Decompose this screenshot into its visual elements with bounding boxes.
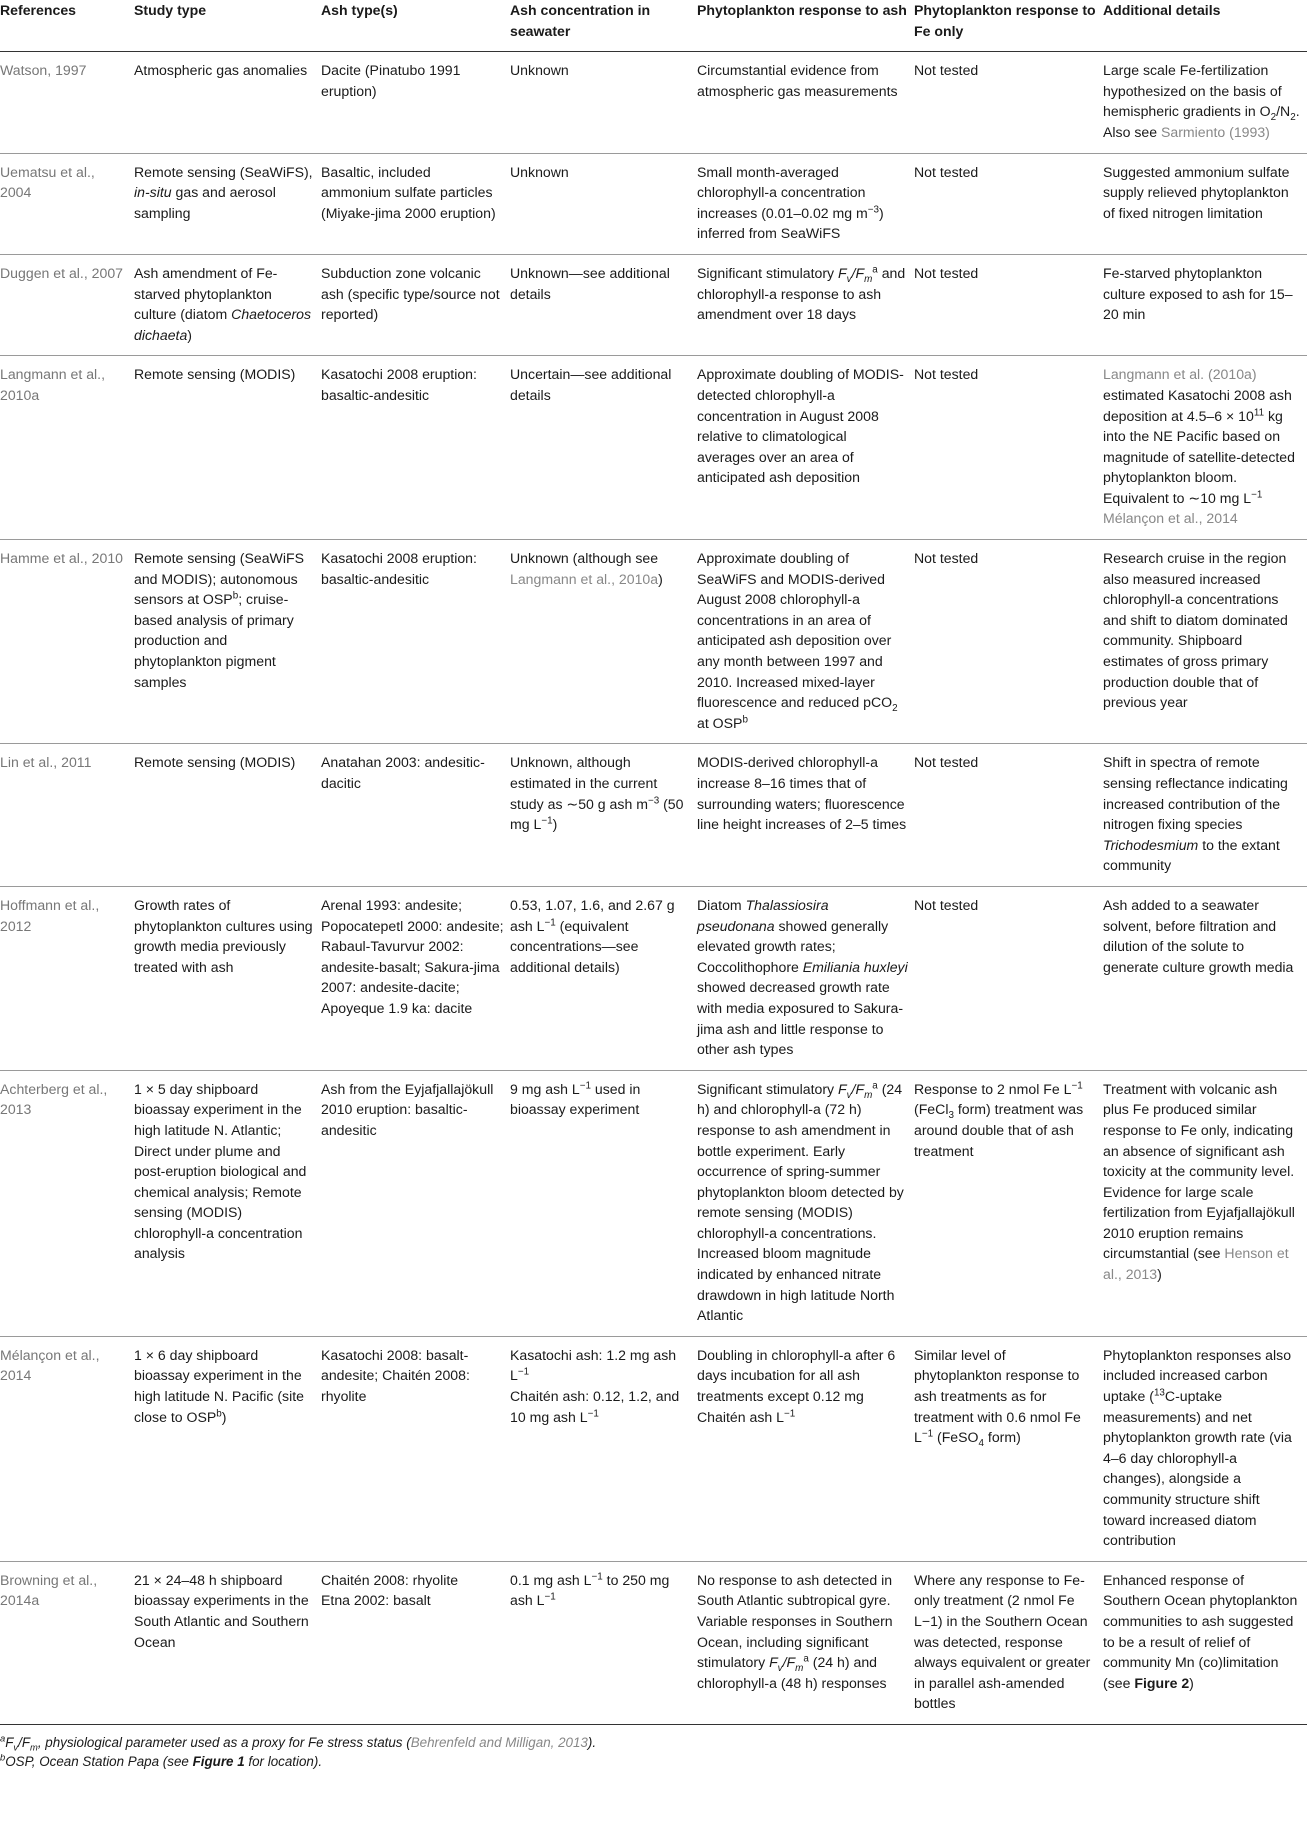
cell-details xyxy=(1103,52,1307,153)
cell-response-ash: Approximate doubling of MODIS-detected chlorophyll-a concentration in August 2008 relative to climatological averages over an area of anticipated ash deposition xyxy=(697,356,914,540)
footnote-marker: b xyxy=(232,590,239,602)
cell-details xyxy=(1103,744,1307,887)
text: /N xyxy=(1276,103,1291,120)
cell-details xyxy=(1103,356,1307,540)
cell-ash-concentration: Unknown—see additional details xyxy=(510,254,697,355)
cell-response-fe: Not tested xyxy=(914,356,1103,540)
text: F xyxy=(786,1654,796,1671)
cell-ash-concentration xyxy=(510,886,697,1070)
header-row xyxy=(0,0,1307,52)
table-row xyxy=(0,1561,1307,1724)
italic-text: Thalassiosira pseudonana xyxy=(697,896,829,934)
footnote-marker: b xyxy=(216,1407,222,1419)
text: Significant stimulatory xyxy=(697,264,838,281)
text: ). xyxy=(587,1734,597,1750)
text: (FeSO xyxy=(933,1429,979,1446)
header-ash-types: Ash type(s) xyxy=(321,0,510,52)
cell-details xyxy=(1103,1070,1307,1336)
cell-reference[interactable]: Lin et al., 2011 xyxy=(0,744,134,887)
cell-details xyxy=(1103,1561,1307,1724)
citation-link[interactable]: Sarmiento (1993) xyxy=(1160,123,1270,140)
text: Small month-averaged chlorophyll-a concentration increases (0.01–0.02 mg m xyxy=(697,163,868,221)
text: ) inferred from SeaWiFS xyxy=(697,204,884,242)
footnote-a xyxy=(0,1733,1307,1752)
text: ) xyxy=(552,816,558,833)
cell-response-fe: Where any response to Fe-only treatment (2 nmol Fe L−1) in the Southern Ocean was detected, response always equivalent or greater in parallel ash-amended bottles xyxy=(914,1561,1103,1724)
cell-reference[interactable]: Mélançon et al., 2014 xyxy=(0,1336,134,1561)
text: kg into the NE Pacific based on magnitude of satellite-detected phytoplankton bloom. Equivalent to ∼10 mg L xyxy=(1103,407,1295,506)
citation-link[interactable]: Henson et al., 2013 xyxy=(1103,1245,1289,1283)
cell-ash-concentration: Uncertain—see additional details xyxy=(510,356,697,540)
text: Doubling in chlorophyll-a after 6 days incubation for all ash treatments except 0.12 mg Chaitén ash L xyxy=(697,1346,896,1425)
table-row xyxy=(0,744,1307,887)
text: Large scale Fe-fertilization hypothesized on the basis of hemispheric gradients in O xyxy=(1103,62,1282,120)
cell-study-type: 21 × 24–48 h shipboard bioassay experiments in the South Atlantic and Southern Ocean xyxy=(134,1561,321,1724)
subscript: m xyxy=(795,1662,804,1674)
cell-ash-type: Kasatochi 2008 eruption: basaltic-andesitic xyxy=(321,356,510,540)
table-row xyxy=(0,356,1307,540)
cell-response-ash xyxy=(697,1561,914,1724)
text: Phytoplankton responses also included increased carbon uptake ( xyxy=(1103,1346,1292,1405)
citation-link[interactable]: Langmann et al. (2010a) xyxy=(1103,366,1257,383)
superscript: −1 xyxy=(921,1428,934,1440)
text: Remote sensing (SeaWiFS and MODIS); autonomous sensors at OSP xyxy=(134,550,304,608)
header-ash-concentration: Ash concentration in seawater xyxy=(510,0,697,52)
text: and chlorophyll-a response to ash amendment over 18 days xyxy=(697,264,906,323)
text: ) xyxy=(1189,1674,1194,1691)
cell-reference[interactable]: Duggen et al., 2007 xyxy=(0,254,134,355)
cell-study-type xyxy=(134,1336,321,1561)
text: / xyxy=(851,264,856,281)
text: ) xyxy=(221,1408,227,1425)
fvfm-symbol xyxy=(838,264,873,285)
italic-text: in-situ xyxy=(134,184,172,201)
text: (equivalent concentrations—see additional details) xyxy=(510,917,639,975)
text: (24 h) and chlorophyll-a (72 h) response to ash amendment in bottle experiment. Early occurrence of spring-summer phytoplankton bloom detected by remote sensing (MODIS) chlorophyll-a concentrations. Increased bloom magnitude indicated by enhanced nitrate drawdown in high latitude North Atlantic xyxy=(697,1080,904,1324)
table-row xyxy=(0,886,1307,1070)
superscript: 13 xyxy=(1153,1387,1165,1399)
cell-ash-concentration xyxy=(510,1561,697,1724)
text: ) xyxy=(187,326,192,343)
footnote-marker: a xyxy=(0,1733,6,1744)
cell-reference[interactable]: Hamme et al., 2010 xyxy=(0,540,134,744)
footnote-marker: a xyxy=(803,1653,809,1665)
cell-study-type: Remote sensing (MODIS) xyxy=(134,744,321,887)
superscript: −1 xyxy=(541,815,553,827)
cell-response-ash: MODIS-derived chlorophyll-a increase 8–16 times that of surrounding waters; fluorescence line height increases of 2–5 times xyxy=(697,744,914,887)
cell-response-fe: Not tested xyxy=(914,744,1103,887)
cell-details: Fe-starved phytoplankton culture exposed to ash for 15–20 min xyxy=(1103,254,1307,355)
table-body xyxy=(0,52,1307,1725)
text: Shift in spectra of remote sensing reflectance indicating increased contribution of the nitrogen fixing species xyxy=(1103,754,1288,833)
cell-response-ash xyxy=(697,886,914,1070)
superscript: −1 xyxy=(544,1591,556,1603)
text: F xyxy=(855,1080,865,1097)
header-study-type: Study type xyxy=(134,0,321,52)
text: F xyxy=(838,264,847,281)
text: Chaitén 2008: rhyolite xyxy=(321,1571,459,1588)
text: form) treatment was around double that of ash treatment xyxy=(914,1101,1084,1159)
cell-study-type: 1 × 5 day shipboard bioassay experiment in the high latitude N. Atlantic; Direct under plume and post-eruption biological and chemical analysis; Remote sensing (MODIS) chlorophyll-a concentration analysis xyxy=(134,1070,321,1336)
superscript: −3 xyxy=(647,794,660,806)
cell-ash-concentration xyxy=(510,540,697,744)
text: used in bioassay experiment xyxy=(510,1080,641,1118)
cell-details: Research cruise in the region also measured increased chlorophyll-a concentrations and shift to diatom dominated community. Shipboard estimates of gross primary production double that of previous year xyxy=(1103,540,1307,744)
cell-reference[interactable]: Uematsu et al., 2004 xyxy=(0,153,134,254)
fvfm-symbol xyxy=(838,1080,873,1101)
subscript: v xyxy=(846,1089,852,1101)
text: Remote sensing (SeaWiFS), xyxy=(134,163,313,180)
cell-response-fe: Not tested xyxy=(914,540,1103,744)
table-row xyxy=(0,254,1307,355)
cell-details: Ash added to a seawater solvent, before filtration and dilution of the solute to generate culture growth media xyxy=(1103,886,1307,1070)
cell-response-ash xyxy=(697,1336,914,1561)
cell-ash-type: Basaltic, included ammonium sulfate particles (Miyake-jima 2000 eruption) xyxy=(321,153,510,254)
subscript: v xyxy=(777,1662,783,1674)
text: / xyxy=(851,1080,856,1097)
text: Etna 2002: basalt xyxy=(321,1592,431,1609)
cell-ash-type xyxy=(321,1561,510,1724)
text: Diatom xyxy=(697,896,746,913)
fvfm-symbol xyxy=(769,1654,804,1674)
cell-details xyxy=(1103,1336,1307,1561)
text: ; cruise-based analysis of primary production and phytoplankton pigment samples xyxy=(134,591,294,690)
superscript: −1 xyxy=(517,1366,530,1378)
text: to 250 mg ash L xyxy=(510,1571,670,1609)
cell-response-fe: Not tested xyxy=(914,52,1103,153)
subscript: 4 xyxy=(978,1438,984,1450)
table-row xyxy=(0,540,1307,744)
superscript: −1 xyxy=(579,1080,591,1092)
subscript: m xyxy=(30,1742,38,1753)
table-header xyxy=(0,0,1307,52)
subscript: m xyxy=(864,273,873,285)
text: to the extant community xyxy=(1103,836,1280,874)
subscript: m xyxy=(864,1089,873,1101)
cell-ash-type: Subduction zone volcanic ash (specific type/source not reported) xyxy=(321,254,510,355)
cell-response-ash xyxy=(697,254,914,355)
text: Response to 2 nmol Fe L xyxy=(914,1080,1072,1097)
footnote-marker: b xyxy=(0,1752,6,1763)
text: F xyxy=(838,1080,847,1097)
superscript: −1 xyxy=(587,1407,599,1419)
citation-link[interactable]: Mélançon et al., 2014 xyxy=(1103,510,1238,527)
superscript: 11 xyxy=(1253,406,1265,418)
text: Ash amendment of Fe-starved phytoplankton culture (diatom xyxy=(134,264,278,323)
text: showed generally elevated growth rates; Coccolithophore xyxy=(697,917,889,975)
text: Treatment with volcanic ash plus Fe produced similar response to Fe only, indicating an absence of significant ash toxicity at the community level. Evidence for large scale fertilization from Eyjafjallajökull 2010 eruption remains circumstantial (see xyxy=(1103,1080,1295,1262)
text: 1 × 6 day shipboard bioassay experiment in the high latitude N. Pacific (site close to OSP xyxy=(134,1346,304,1425)
cell-ash-concentration: Unknown xyxy=(510,153,697,254)
cell-response-fe: Not tested xyxy=(914,153,1103,254)
cell-ash-concentration: Unknown xyxy=(510,52,697,153)
subscript: 3 xyxy=(948,1110,954,1122)
header-references: References xyxy=(0,0,134,52)
subscript: 2 xyxy=(892,703,898,715)
cell-ash-concentration xyxy=(510,1336,697,1561)
cell-ash-type: Kasatochi 2008 eruption: basaltic-andesitic xyxy=(321,540,510,744)
cell-response-fe xyxy=(914,1070,1103,1336)
text: showed decreased growth rate with media exposured to Sakura-jima ash and little response to other ash types xyxy=(697,979,904,1058)
text: estimated Kasatochi 2008 ash deposition at 4.5–6 × 10 xyxy=(1103,386,1292,424)
text: 9 mg ash L xyxy=(510,1080,580,1097)
cell-reference[interactable]: Langmann et al., 2010a xyxy=(0,356,134,540)
text: gas and aerosol sampling xyxy=(134,184,276,221)
header-additional-details: Additional details xyxy=(1103,0,1307,52)
footnote-marker: b xyxy=(742,714,748,726)
cell-study-type: Growth rates of phytoplankton cultures using growth media previously treated with ash xyxy=(134,886,321,1070)
text: , physiological parameter used as a proxy for Fe stress status ( xyxy=(37,1734,411,1750)
cell-response-ash xyxy=(697,153,914,254)
subscript: v xyxy=(846,273,852,285)
text: Unknown (although see xyxy=(510,550,659,567)
text: (FeCl xyxy=(914,1101,949,1118)
cell-ash-concentration xyxy=(510,1070,697,1336)
cell-ash-type: Ash from the Eyjafjallajökull 2010 eruption: basaltic-andesitic xyxy=(321,1070,510,1336)
text: 0.1 mg ash L xyxy=(510,1571,592,1588)
text: / xyxy=(782,1654,787,1671)
text: . Also see xyxy=(1103,103,1300,140)
text: Chaitén ash: 0.12, 1.2, and 10 mg ash L xyxy=(510,1388,680,1425)
superscript: −1 xyxy=(1071,1080,1083,1092)
italic-text: Chaetoceros dichaeta xyxy=(134,306,312,343)
header-response-to-fe: Phytoplankton response to Fe only xyxy=(914,0,1103,52)
subscript: 2 xyxy=(1290,112,1296,124)
table-footnotes xyxy=(0,1733,1307,1771)
cell-response-ash xyxy=(697,540,914,744)
text: Significant stimulatory xyxy=(697,1080,838,1097)
cell-response-ash: Circumstantial evidence from atmospheric gas measurements xyxy=(697,52,914,153)
cell-response-ash xyxy=(697,1070,914,1336)
citation-link[interactable]: Langmann et al., 2010a xyxy=(510,570,659,587)
text: Kasatochi ash: 1.2 mg ash L xyxy=(510,1346,677,1384)
cell-response-fe: Not tested xyxy=(914,254,1103,355)
cell-ash-type: Kasatochi 2008: basalt-andesite; Chaitén 2008: rhyolite xyxy=(321,1336,510,1561)
cell-details: Suggested ammonium sulfate supply relieved phytoplankton of fixed nitrogen limitation xyxy=(1103,153,1307,254)
table-row xyxy=(0,52,1307,153)
text: ) xyxy=(1157,1266,1162,1283)
text: (24 h) and chlorophyll-a (48 h) responses xyxy=(697,1654,887,1691)
text: ) xyxy=(658,570,663,587)
text: F xyxy=(855,264,865,281)
text: OSP, Ocean Station Papa (see xyxy=(5,1753,193,1769)
text: No response to ash detected in South Atlantic subtropical gyre. Variable responses in Southern Ocean, including significant stimulatory xyxy=(697,1571,893,1671)
text: Similar level of phytoplankton response to ash treatments as for treatment with 0.6 nmol Fe L xyxy=(914,1346,1081,1446)
table-row xyxy=(0,1336,1307,1561)
text: for location). xyxy=(244,1753,323,1769)
text: Enhanced response of Southern Ocean phytoplankton communities to ash suggested to be a result of relief of community Mn (co)limitation (see xyxy=(1103,1571,1298,1691)
cell-study-type: Atmospheric gas anomalies xyxy=(134,52,321,153)
text: Unknown, although estimated in the current study as ∼50 g ash m xyxy=(510,754,658,812)
figure-link[interactable]: Figure 2 xyxy=(1134,1674,1190,1691)
text: at OSP xyxy=(697,714,743,731)
subscript: 2 xyxy=(1270,112,1277,124)
cell-ash-type: Dacite (Pinatubo 1991 eruption) xyxy=(321,52,510,153)
text: /F xyxy=(18,1734,30,1750)
superscript: −1 xyxy=(591,1571,603,1583)
cell-study-type xyxy=(134,254,321,355)
italic-text: Emiliania huxleyi xyxy=(802,958,908,975)
cell-response-fe: Not tested xyxy=(914,886,1103,1070)
footnote-marker: a xyxy=(872,264,878,276)
cell-study-type xyxy=(134,540,321,744)
cell-ash-type: Arenal 1993: andesite; Popocatepetl 2000: andesite; Rabaul-Tavurvur 2002: andesite-basalt; Sakura-jima 2007: andesite-dacite; Apoyeque 1.9 ka: dacite xyxy=(321,886,510,1070)
text: (50 mg L xyxy=(510,795,684,833)
citation-link[interactable]: Behrenfeld and Milligan, 2013 xyxy=(410,1734,588,1750)
cell-reference[interactable]: Browning et al., 2014a xyxy=(0,1561,134,1724)
text: 0.53, 1.07, 1.6, and 2.67 g ash L xyxy=(510,896,675,934)
figure-link[interactable]: Figure 1 xyxy=(192,1753,245,1769)
italic-text: Trichodesmium xyxy=(1103,836,1199,853)
footnote-b xyxy=(0,1752,1307,1771)
text: C-uptake measurements) and net phytoplankton growth rate (via 4–6 day chlorophyll-a changes), alongside a community structure shift toward increased diatom contribution xyxy=(1103,1388,1292,1549)
cell-response-fe xyxy=(914,1336,1103,1561)
superscript: −1 xyxy=(1251,489,1263,501)
cell-study-type xyxy=(134,153,321,254)
footnote-marker: a xyxy=(872,1080,878,1092)
text: Approximate doubling of SeaWiFS and MODIS-derived August 2008 chlorophyll-a concentrations in an area of anticipated ash deposition over any month between 1997 and 2010. Increased mixed-layer fluorescence and reduced pCO xyxy=(697,550,893,711)
text: form) xyxy=(984,1429,1021,1446)
superscript: −1 xyxy=(783,1407,796,1419)
cell-ash-concentration xyxy=(510,744,697,887)
cell-study-type: Remote sensing (MODIS) xyxy=(134,356,321,540)
cell-ash-type: Anatahan 2003: andesitic-dacitic xyxy=(321,744,510,887)
superscript: −3 xyxy=(867,204,880,216)
superscript: −1 xyxy=(544,916,556,928)
table-row xyxy=(0,153,1307,254)
table-row xyxy=(0,1070,1307,1336)
text: F xyxy=(769,1654,778,1671)
subscript: v xyxy=(13,1742,19,1753)
cell-reference[interactable]: Achterberg et al., 2013 xyxy=(0,1070,134,1336)
cell-reference[interactable]: Watson, 1997 xyxy=(0,52,134,153)
text: F xyxy=(5,1734,14,1750)
header-response-to-ash: Phytoplankton response to ash xyxy=(697,0,914,52)
cell-reference[interactable]: Hoffmann et al., 2012 xyxy=(0,886,134,1070)
